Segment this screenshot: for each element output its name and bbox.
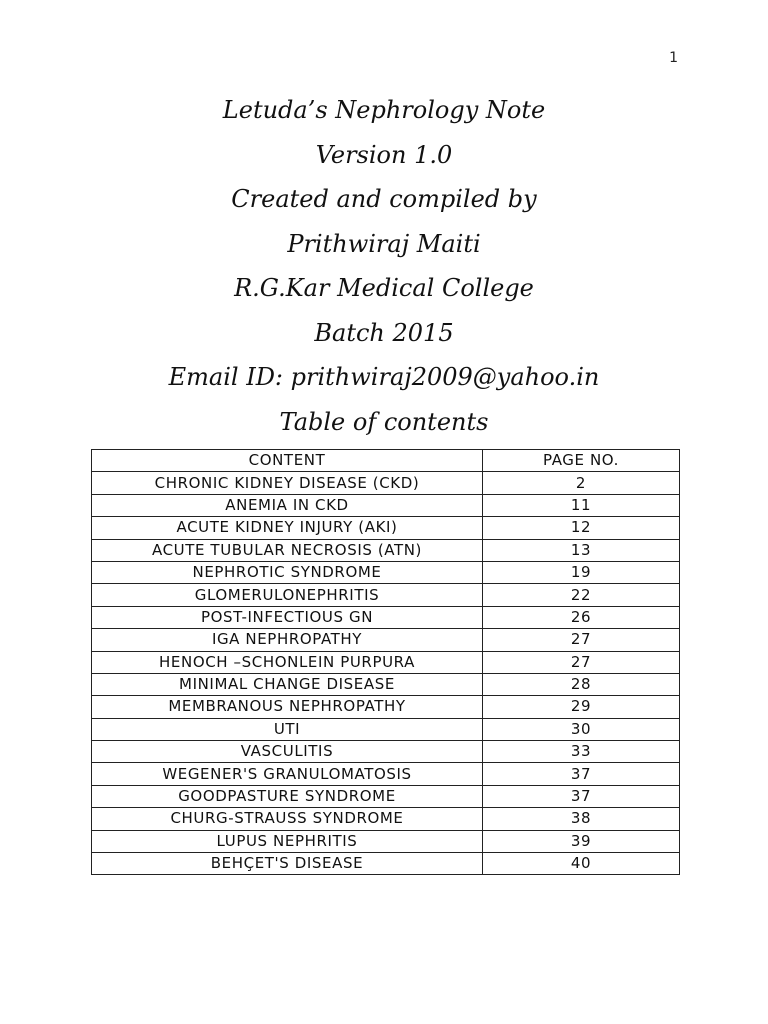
table-row — [92, 629, 680, 651]
toc-entry-title: ACUTE TUBULAR NECROSIS (ATN) — [92, 539, 483, 561]
toc-heading: Table of contents — [279, 407, 489, 436]
page-number: 1 — [669, 50, 678, 66]
table-row — [92, 741, 680, 763]
version-line: Version 1.0 — [315, 140, 453, 169]
toc-entry-page: 11 — [483, 494, 680, 516]
toc-entry-page: 13 — [483, 539, 680, 561]
table-row — [92, 517, 680, 539]
toc-entry-page: 27 — [483, 629, 680, 651]
toc-entry-page: 40 — [483, 853, 680, 875]
toc-entry-title: LUPUS NEPHRITIS — [92, 830, 483, 852]
toc-entry-page: 37 — [483, 785, 680, 807]
toc-entry-title: ACUTE KIDNEY INJURY (AKI) — [92, 517, 483, 539]
table-row — [92, 808, 680, 830]
toc-entry-title: POST-INFECTIOUS GN — [92, 606, 483, 628]
table-row — [92, 561, 680, 583]
toc-entry-title: MEMBRANOUS NEPHROPATHY — [92, 696, 483, 718]
toc-entry-page: 26 — [483, 606, 680, 628]
toc-entry-title: ANEMIA IN CKD — [92, 494, 483, 516]
table-row — [92, 696, 680, 718]
toc-entry-page: 39 — [483, 830, 680, 852]
toc-entry-page: 28 — [483, 673, 680, 695]
table-row — [92, 539, 680, 561]
toc-entry-page: 27 — [483, 651, 680, 673]
table-row — [92, 472, 680, 494]
toc-entry-title: WEGENER'S GRANULOMATOSIS — [92, 763, 483, 785]
toc-entry-title: IGA NEPHROPATHY — [92, 629, 483, 651]
toc-table — [91, 449, 680, 875]
toc-entry-title: NEPHROTIC SYNDROME — [92, 561, 483, 583]
table-row — [92, 584, 680, 606]
table-row — [92, 673, 680, 695]
document-header — [0, 88, 768, 444]
toc-entry-title: MINIMAL CHANGE DISEASE — [92, 673, 483, 695]
toc-entry-title: UTI — [92, 718, 483, 740]
batch-line: Batch 2015 — [314, 318, 454, 347]
toc-entry-page: 19 — [483, 561, 680, 583]
toc-entry-title: CHRONIC KIDNEY DISEASE (CKD) — [92, 472, 483, 494]
toc-entry-page: 38 — [483, 808, 680, 830]
toc-entry-title: VASCULITIS — [92, 741, 483, 763]
table-row — [92, 651, 680, 673]
toc-entry-title: BEHÇET'S DISEASE — [92, 853, 483, 875]
toc-entry-page: 12 — [483, 517, 680, 539]
toc-entry-page: 22 — [483, 584, 680, 606]
toc-entry-page: 29 — [483, 696, 680, 718]
table-row — [92, 830, 680, 852]
table-row — [92, 785, 680, 807]
table-row — [92, 853, 680, 875]
toc-entry-title: CHURG-STRAUSS SYNDROME — [92, 808, 483, 830]
toc-header-row — [92, 450, 680, 472]
credit-line: Created and compiled by — [231, 185, 537, 213]
college-name: R.G.Kar Medical College — [234, 274, 534, 302]
toc-entry-title: GLOMERULONEPHRITIS — [92, 584, 483, 606]
table-row — [92, 718, 680, 740]
toc-entry-page: 37 — [483, 763, 680, 785]
document-title: Letuda’s Nephrology Note — [222, 96, 546, 124]
content-column-header: CONTENT — [92, 450, 483, 472]
table-row — [92, 494, 680, 516]
toc-entry-page: 2 — [483, 472, 680, 494]
toc-entry-page: 33 — [483, 741, 680, 763]
toc-entry-title: HENOCH –SCHONLEIN PURPURA — [92, 651, 483, 673]
table-row — [92, 763, 680, 785]
email-line: Email ID: prithwiraj2009@yahoo.in — [168, 363, 600, 391]
toc-entry-title: GOODPASTURE SYNDROME — [92, 785, 483, 807]
table-row — [92, 606, 680, 628]
author-name: Prithwiraj Maiti — [287, 229, 481, 258]
toc-entry-page: 30 — [483, 718, 680, 740]
toc-body — [92, 472, 680, 875]
page-column-header: PAGE NO. — [483, 450, 680, 472]
